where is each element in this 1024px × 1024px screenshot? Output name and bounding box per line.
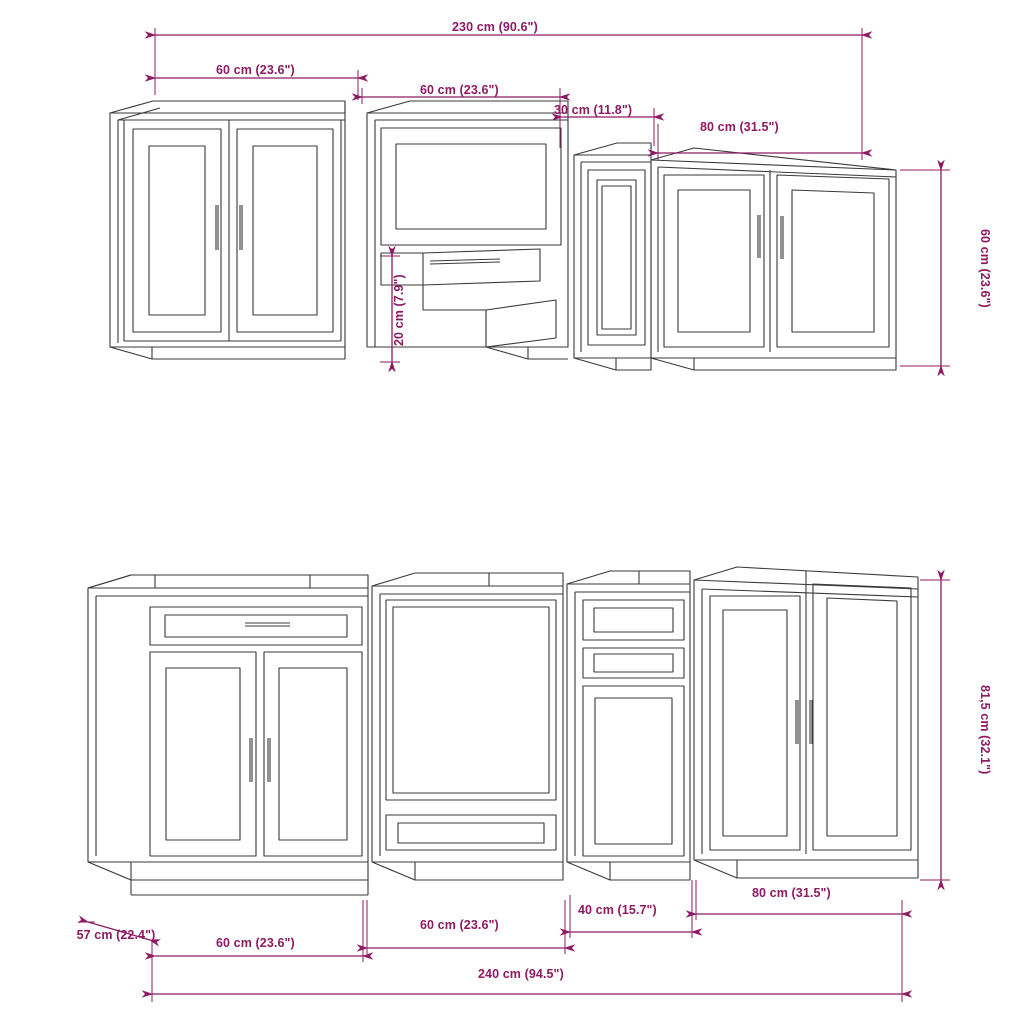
- dim-lower-seg-2: 60 cm (23.6"): [420, 918, 499, 932]
- dim-upper-height: 60 cm (23.6"): [978, 228, 992, 308]
- dim-lower-seg-1: 60 cm (23.6"): [216, 936, 295, 950]
- dim-lower-height: 81,5 cm (32.1"): [978, 685, 992, 775]
- dim-lower-seg-4: 80 cm (31.5"): [752, 886, 831, 900]
- dim-lower-seg-3: 40 cm (15.7"): [578, 903, 657, 917]
- dim-upper-seg-4: 80 cm (31.5"): [700, 120, 779, 134]
- dim-upper-seg-3: 30 cm (11.8"): [554, 103, 633, 117]
- dim-lower-depth: 57 cm (22.4"): [76, 928, 156, 942]
- dim-lower-overall-width: 240 cm (94.5"): [478, 967, 564, 981]
- dim-upper-seg-2: 60 cm (23.6"): [420, 83, 499, 97]
- dim-upper-seg-1: 60 cm (23.6"): [216, 63, 295, 77]
- dim-upper-overall-width: 230 cm (90.6"): [452, 20, 538, 34]
- dim-hood-height: 20 cm (7.9"): [392, 274, 406, 346]
